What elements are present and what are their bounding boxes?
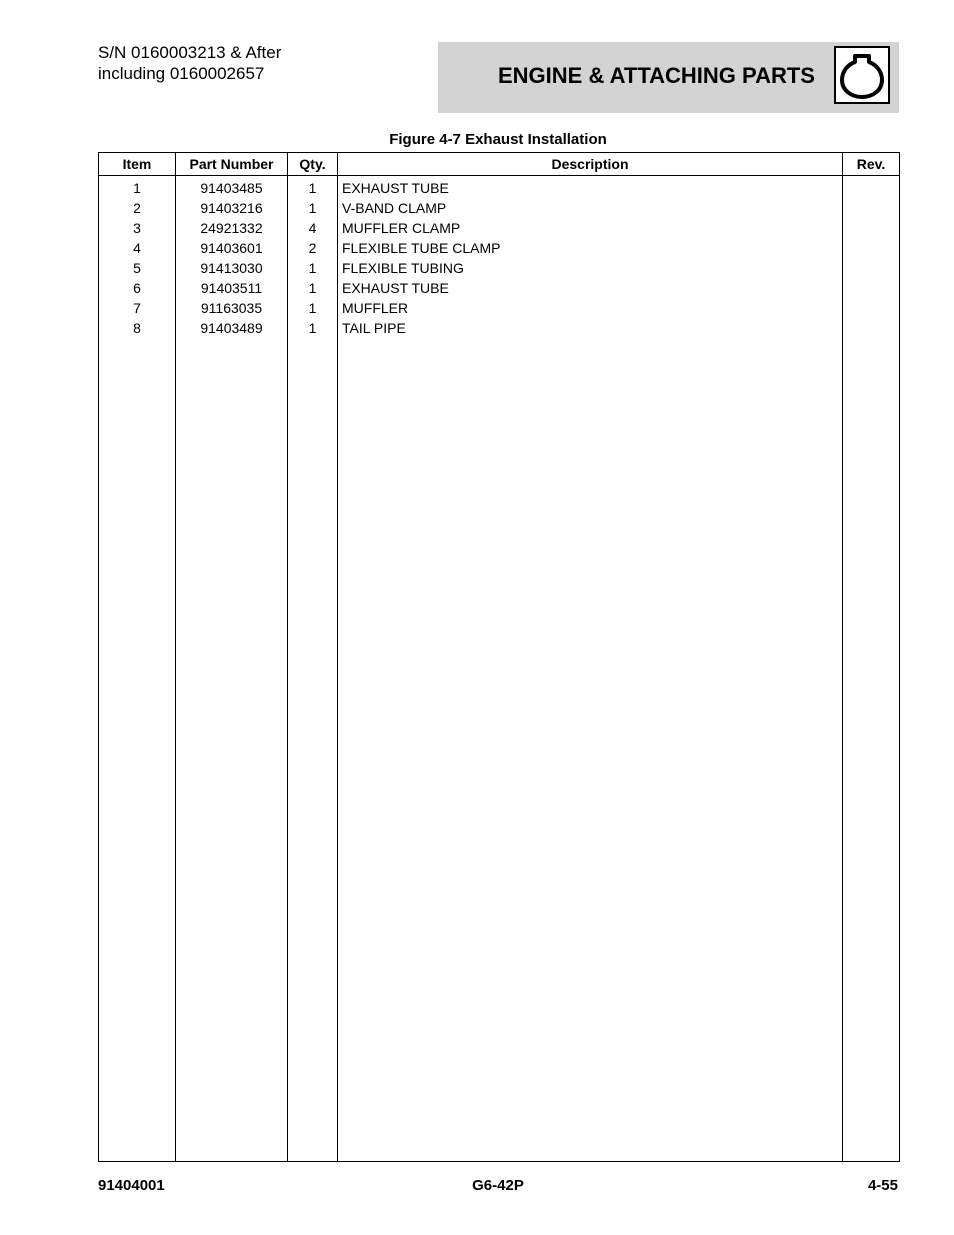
- table-row: [99, 318, 900, 338]
- cell-part-number: 91403601: [176, 238, 288, 258]
- table-row: [99, 176, 900, 199]
- cell-description: MUFFLER CLAMP: [338, 218, 843, 238]
- column-header-item: Item: [99, 153, 176, 176]
- cell-description: EXHAUST TUBE: [338, 176, 843, 199]
- cell-qty: 1: [288, 258, 338, 278]
- table-row: [99, 258, 900, 278]
- cell-qty: 1: [288, 278, 338, 298]
- table-row: [99, 298, 900, 318]
- cell-rev: [843, 298, 900, 318]
- cell-rev: [843, 218, 900, 238]
- table-row: [99, 238, 900, 258]
- cell-rev: [843, 318, 900, 338]
- cell-item: 3: [99, 218, 176, 238]
- filler-cell: [99, 338, 176, 1162]
- footer-page-number: 4-55: [867, 1177, 898, 1194]
- column-header-description: Description: [338, 153, 843, 176]
- cell-qty: 4: [288, 218, 338, 238]
- filler-cell: [843, 338, 900, 1162]
- cell-item: 2: [99, 198, 176, 218]
- table-filler-row: [99, 338, 900, 1162]
- table-row: [99, 198, 900, 218]
- cell-description: MUFFLER: [338, 298, 843, 318]
- cell-part-number: 91403216: [176, 198, 288, 218]
- cell-qty: 1: [288, 318, 338, 338]
- cell-qty: 1: [288, 176, 338, 199]
- cell-rev: [843, 278, 900, 298]
- footer-document-number: 91404001: [98, 1177, 165, 1194]
- figure-title: Figure 4-7 Exhaust Installation: [389, 131, 607, 148]
- cell-rev: [843, 258, 900, 278]
- cell-item: 5: [99, 258, 176, 278]
- column-header-rev: Rev.: [843, 153, 900, 176]
- parts-table: [98, 152, 900, 1162]
- filler-cell: [176, 338, 288, 1162]
- cell-description: V-BAND CLAMP: [338, 198, 843, 218]
- cell-rev: [843, 238, 900, 258]
- section-title: ENGINE & ATTACHING PARTS: [498, 63, 815, 88]
- cell-description: EXHAUST TUBE: [338, 278, 843, 298]
- cell-description: FLEXIBLE TUBE CLAMP: [338, 238, 843, 258]
- cell-part-number: 91413030: [176, 258, 288, 278]
- engine-icon: [834, 46, 890, 104]
- serial-line-2: including 0160002657: [98, 64, 265, 83]
- serial-line-1: S/N 0160003213 & After: [98, 43, 282, 62]
- cell-part-number: 24921332: [176, 218, 288, 238]
- column-header-qty: Qty.: [288, 153, 338, 176]
- cell-item: 7: [99, 298, 176, 318]
- cell-rev: [843, 198, 900, 218]
- cell-item: 6: [99, 278, 176, 298]
- cell-item: 1: [99, 176, 176, 199]
- table-row: [99, 278, 900, 298]
- serial-number-block: [98, 42, 418, 84]
- cell-part-number: 91163035: [176, 298, 288, 318]
- cell-description: FLEXIBLE TUBING: [338, 258, 843, 278]
- cell-qty: 1: [288, 298, 338, 318]
- cell-description: TAIL PIPE: [338, 318, 843, 338]
- cell-part-number: 91403489: [176, 318, 288, 338]
- cell-qty: 1: [288, 198, 338, 218]
- cell-item: 8: [99, 318, 176, 338]
- table-header-row: [99, 153, 900, 176]
- filler-cell: [338, 338, 843, 1162]
- cell-part-number: 91403485: [176, 176, 288, 199]
- cell-qty: 2: [288, 238, 338, 258]
- cell-part-number: 91403511: [176, 278, 288, 298]
- filler-cell: [288, 338, 338, 1162]
- column-header-part-number: Part Number: [176, 153, 288, 176]
- cell-item: 4: [99, 238, 176, 258]
- footer-model: G6-42P: [472, 1177, 524, 1194]
- table-row: [99, 218, 900, 238]
- cell-rev: [843, 176, 900, 199]
